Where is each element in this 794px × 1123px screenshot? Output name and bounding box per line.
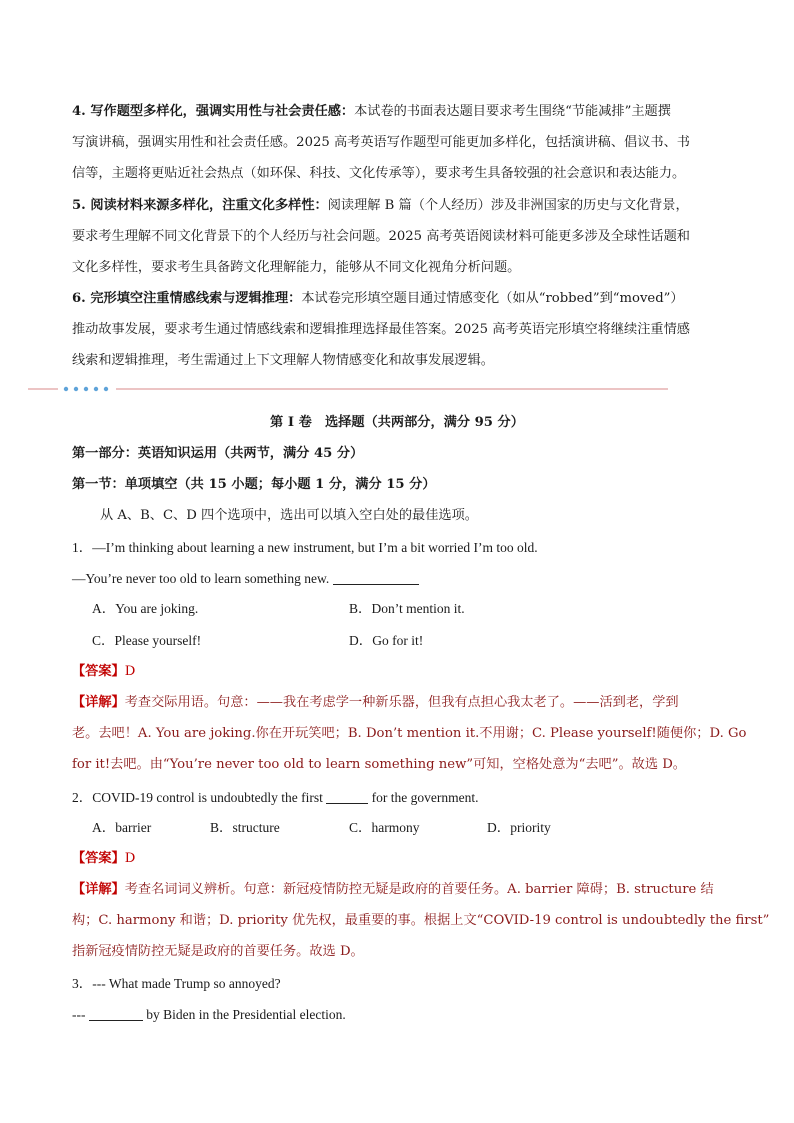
q2-blank [326, 789, 368, 804]
q1-option-b: B．Don’t mention it. [349, 601, 465, 616]
point-6-line3: 线索和逻辑推理，考生需通过上下文理解人物情感变化和故事发展逻辑。 [72, 353, 494, 368]
q2-detail-line3: 指新冠疫情防控无疑是政府的首要任务。故选 D。 [72, 944, 364, 959]
q1-option-a: A．You are joking. [92, 601, 199, 616]
q2-option-a: A．barrier [92, 820, 152, 835]
section-divider [28, 386, 668, 392]
q1-detail-line1: 考查交际用语。句意：——我在考虑学一种新乐器，但我有点担心我太老了。——活到老，学到 [124, 695, 679, 710]
instructions: 从 A、B、C、D 四个选项中，选出可以填入空白处的最佳选项。 [100, 508, 478, 523]
q3-number: 3． [72, 976, 93, 991]
q1-detail-tag: 【详解】 [72, 695, 125, 710]
point-5-line1: 阅读理解 B 篇（个人经历）涉及非洲国家的历史与文化背景， [327, 198, 689, 213]
q1-stem-line1 [72, 532, 732, 563]
q1-answer-value: D [124, 664, 136, 679]
q3-line1: --- What made Trump so annoyed? [92, 976, 281, 991]
volume-title: 第 I 卷 选择题（共两部分，满分 95 分） [270, 415, 524, 430]
q2-line1b: for the government. [371, 790, 479, 805]
q2-number: 2． [72, 790, 93, 805]
part-title: 第一部分：英语知识运用（共两节，满分 45 分） [72, 446, 364, 461]
q3-stem-line1 [72, 968, 732, 999]
q3-stem-line2 [72, 999, 732, 1030]
point-6-line2: 推动故事发展，要求考生通过情感线索和逻辑推理选择最佳答案。2025 高考英语完形填空将继续注重情感 [72, 322, 690, 337]
q1-answer [72, 656, 732, 687]
point-5-line2: 要求考生理解不同文化背景下的个人经历与社会问题。2025 高考英语阅读材料可能更多涉及全球性话题和 [72, 229, 690, 244]
q2-answer-tag: 【答案】 [72, 851, 125, 866]
q1-option-d: D．Go for it! [349, 633, 424, 648]
q2-detail-tag: 【详解】 [72, 882, 125, 897]
point-4-line1: 本试卷的书面表达题目要求考生围绕“节能减排”主题撰 [354, 104, 671, 119]
q1-detail [72, 687, 747, 780]
point-6-head: 6. 完形填空注重情感线索与逻辑推理： [72, 291, 302, 306]
point-4-line2: 写演讲稿，强调实用性和社会责任感。2025 高考英语写作题型可能更加多样化，包括演讲稿、倡议书、书 [72, 135, 690, 150]
subsection-title: 第一节：单项填空（共 15 小题；每小题 1 分，满分 15 分） [72, 477, 436, 492]
q3-line2b: by Biden in the Presidential election. [146, 1007, 346, 1022]
q3-line2a: --- [72, 1007, 86, 1022]
q3-blank [89, 1006, 143, 1021]
point-5-line3: 文化多样性，要求考生具备跨文化理解能力，能够从不同文化视角分析问题。 [72, 260, 521, 275]
point-5 [72, 190, 732, 283]
q2-option-c: C．harmony [349, 820, 420, 835]
q2-answer-value: D [124, 851, 136, 866]
point-4-head: 4. 写作题型多样化，强调实用性与社会责任感： [72, 104, 355, 119]
q2-stem [72, 782, 732, 813]
q2-detail-line1: 考查名词词义辨析。句意：新冠疫情防控无疑是政府的首要任务。A. barrier 障碍；B. structure 结 [124, 882, 714, 897]
point-5-head: 5. 阅读材料来源多样化，注重文化多样性： [72, 198, 328, 213]
q1-line2: —You’re never too old to learn something new. [72, 571, 330, 586]
q2-option-b: B．structure [210, 820, 280, 835]
point-4 [72, 96, 732, 189]
q2-line1a: COVID-19 control is undoubtedly the first [92, 790, 323, 805]
q1-answer-tag: 【答案】 [72, 664, 125, 679]
q1-line1: —I’m thinking about learning a new instrument, but I’m a bit worried I’m too old. [92, 540, 538, 555]
point-6 [72, 283, 732, 376]
q2-option-d: D．priority [487, 820, 551, 835]
q1-blank [333, 570, 419, 585]
q1-number: 1． [72, 540, 93, 555]
q1-detail-line2: 老。去吧！A. You are joking.你在开玩笑吧；B. Don’t mention it.不用谢；C. Please yourself!随便你；D. Go [72, 726, 747, 741]
point-4-line3: 信等，主题将更贴近社会热点（如环保、科技、文化传承等），要求考生具备较强的社会意识和表达能力。 [72, 166, 686, 181]
point-6-line1: 本试卷完形填空题目通过情感变化（如从“robbed”到“moved”） [301, 291, 684, 306]
q2-answer [72, 843, 732, 874]
q1-stem-line2 [72, 563, 732, 594]
q2-detail [72, 874, 770, 967]
q2-detail-line2: 构；C. harmony 和谐；D. priority 优先权，最重要的事。根据上文“COVID-19 control is undoubtedly the first” [72, 913, 770, 928]
q1-detail-line3: for it!去吧。由“You’re never too old to learn something new”可知，空格处意为“去吧”。故选 D。 [72, 757, 686, 772]
q1-option-c: C．Please yourself! [92, 633, 202, 648]
